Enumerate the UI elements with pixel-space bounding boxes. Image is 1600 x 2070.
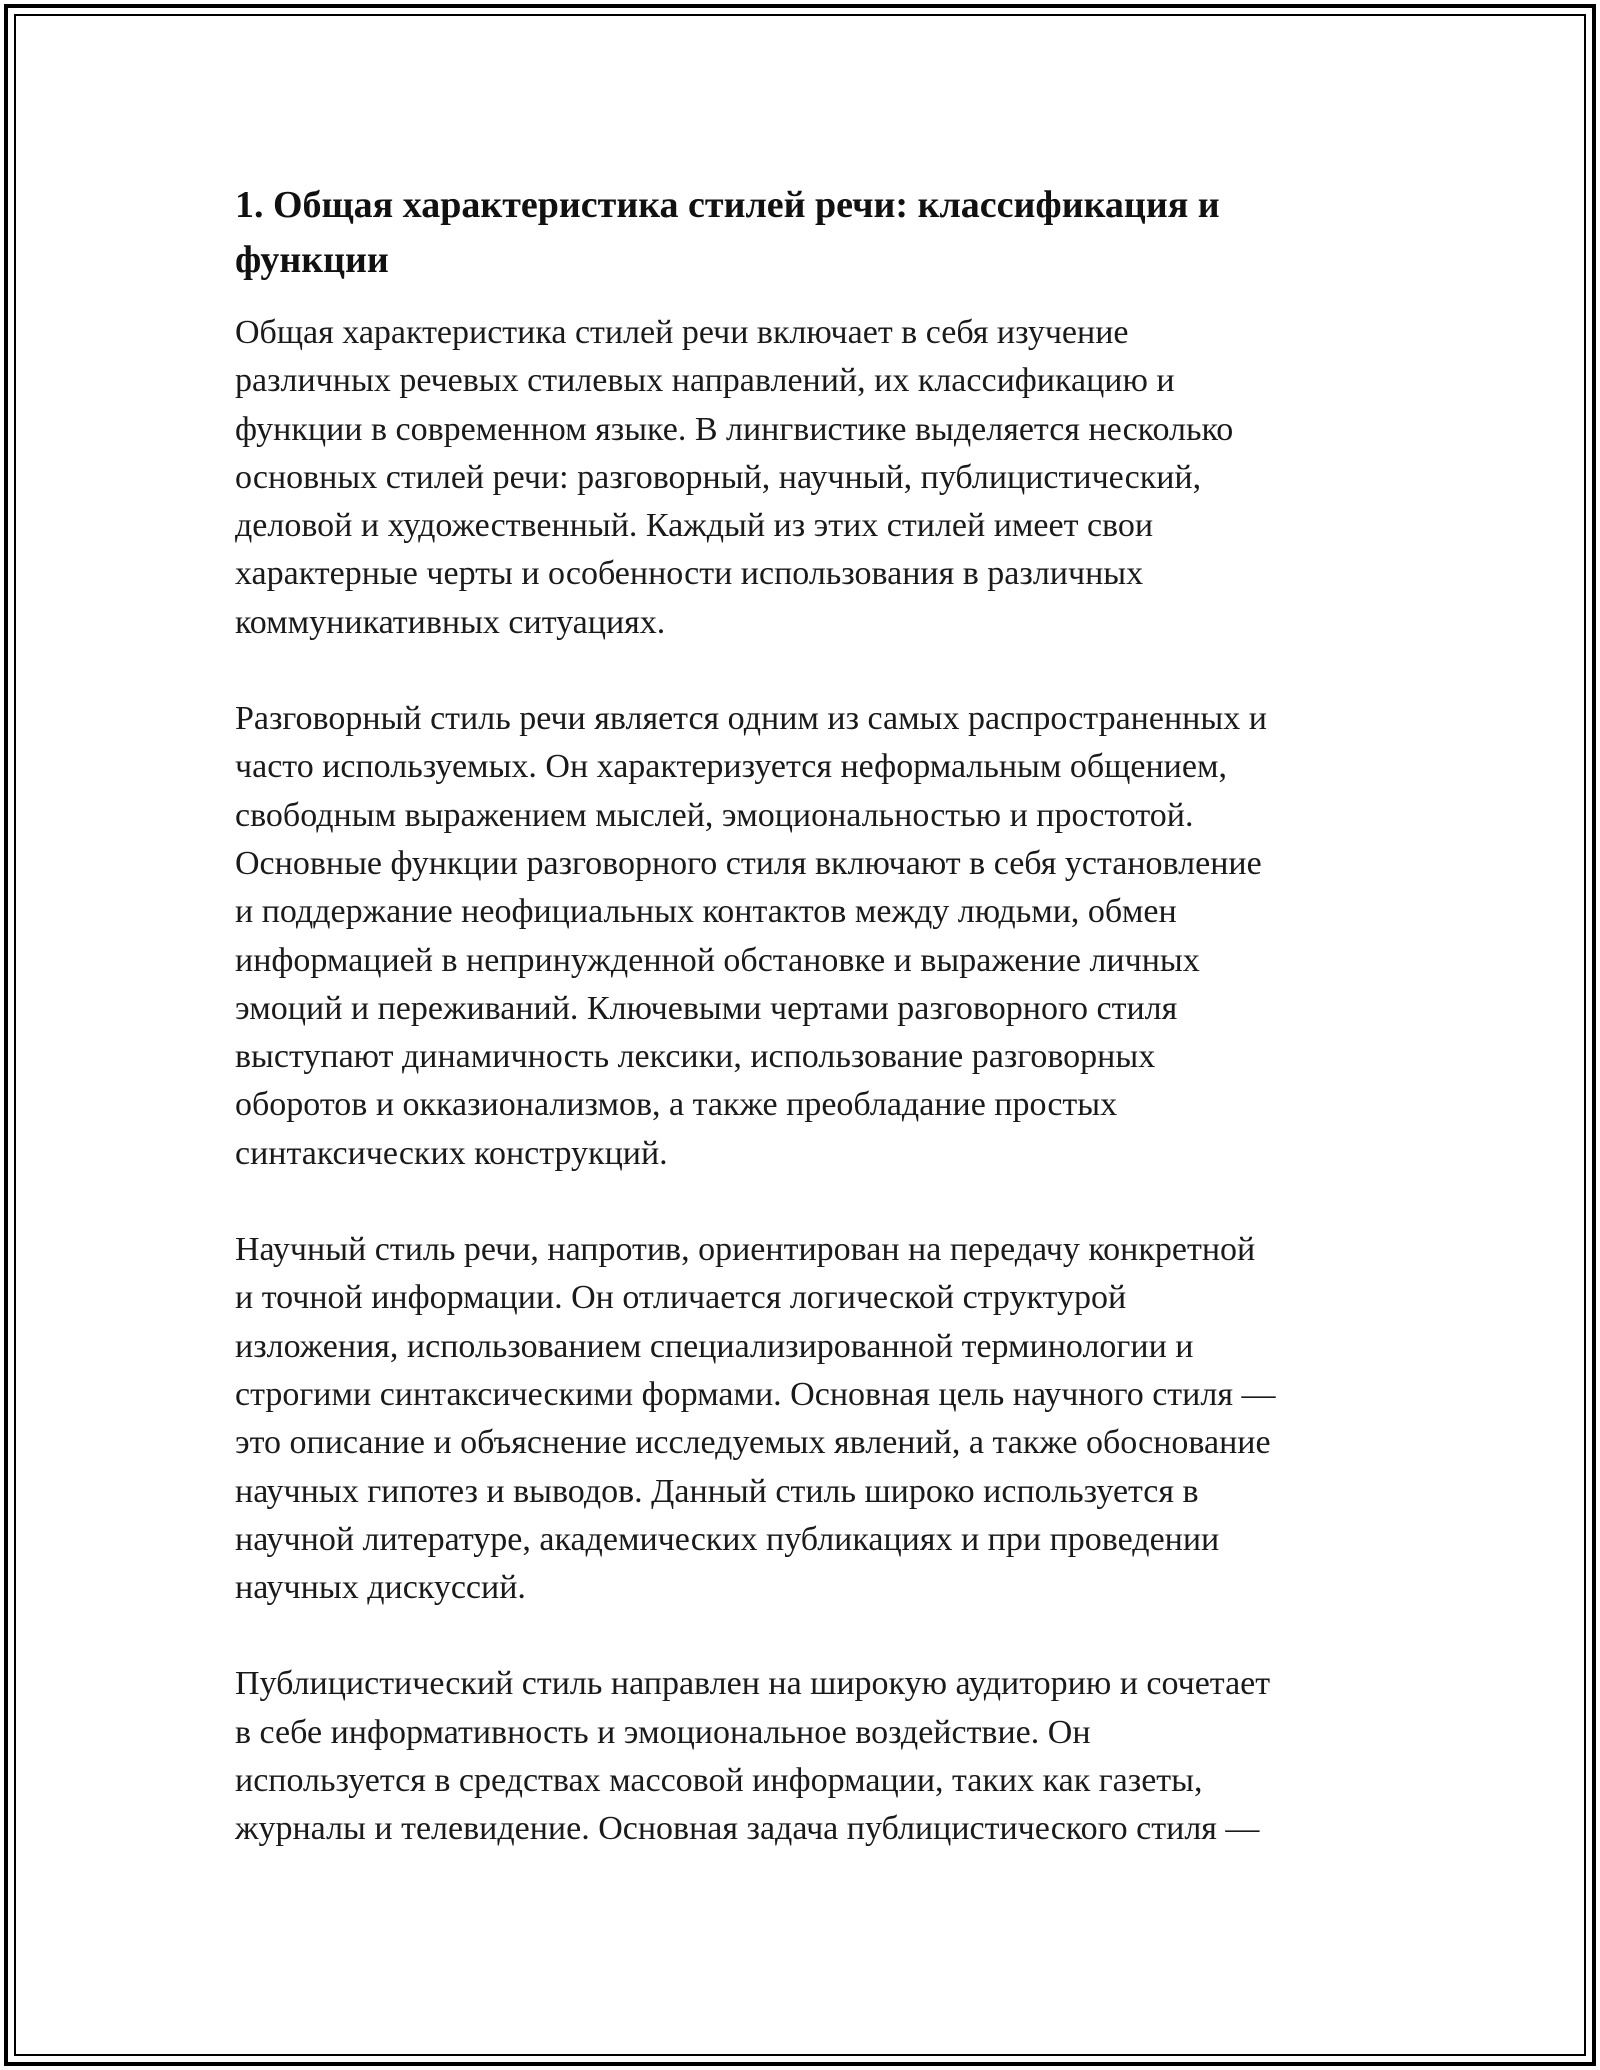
paragraph-general: [235, 309, 1365, 647]
document-body: [235, 178, 1365, 1854]
text-line: журналы и телевидение. Основная задача публицистического стиля —: [235, 1810, 1260, 1848]
text-line: Публицистический стиль направлен на широкую аудиторию и сочетает: [235, 1665, 1271, 1703]
text-line: характерные черты и особенности использования в различных: [235, 555, 1144, 593]
text-line: эмоций и переживаний. Ключевыми чертами разговорного стиля: [235, 989, 1178, 1027]
text-line: основных стилей речи: разговорный, научный, публицистический,: [235, 458, 1202, 496]
text-line: и поддержание неофициальных контактов между людьми, обмен: [235, 893, 1177, 931]
spacer: [235, 288, 1365, 309]
text-line: функции в современном языке. В лингвистике выделяется несколько: [235, 410, 1234, 448]
text-line: свободным выражением мыслей, эмоциональностью и простотой.: [235, 796, 1194, 834]
text-line: Общая характеристика стилей речи включает в себя изучение: [235, 314, 1129, 351]
paragraph-publicistic: [235, 1660, 1365, 1853]
heading-line: 1. Общая характеристика стилей речи: классификация и: [235, 184, 1220, 226]
text-line: научной литературе, академических публикациях и при проведении: [235, 1520, 1220, 1558]
heading-line: функции: [235, 239, 389, 281]
text-line: информацией в непринужденной обстановке и выражение личных: [235, 941, 1200, 979]
text-line: и точной информации. Он отличается логической структурой: [235, 1279, 1127, 1317]
text-line: в себе информативность и эмоциональное воздействие. Он: [235, 1713, 1091, 1751]
text-line: изложения, использованием специализированной терминологии и: [235, 1327, 1194, 1365]
text-line: строгими синтаксическими формами. Основная цель научного стиля —: [235, 1375, 1276, 1413]
text-line: часто используемых. Он характеризуется неформальным общением,: [235, 748, 1227, 786]
text-line: деловой и художественный. Каждый из этих стилей имеет свои: [235, 507, 1154, 545]
text-line: Научный стиль речи, напротив, ориентирован на передачу конкретной: [235, 1231, 1256, 1269]
text-line: выступают динамичность лексики, использование разговорных: [235, 1038, 1156, 1076]
spacer: [235, 1178, 1365, 1226]
text-line: различных речевых стилевых направлений, их классификацию и: [235, 362, 1175, 400]
text-line: Основные функции разговорного стиля включают в себя установление: [235, 844, 1262, 882]
text-line: научных гипотез и выводов. Данный стиль широко используется в: [235, 1472, 1199, 1510]
text-line: Разговорный стиль речи является одним из самых распространенных и: [235, 700, 1267, 738]
paragraph-colloquial: [235, 695, 1365, 1178]
text-line: это описание и объяснение исследуемых явлений, а также обоснование: [235, 1424, 1271, 1462]
text-line: оборотов и окказионализмов, а также преобладание простых: [235, 1086, 1118, 1124]
text-line: синтаксических конструкций.: [235, 1134, 668, 1172]
text-line: научных дискуссий.: [235, 1569, 526, 1607]
text-line: используется в средствах массовой информации, таких как газеты,: [235, 1762, 1203, 1800]
section-heading: [235, 178, 1365, 288]
spacer: [235, 1612, 1365, 1660]
spacer: [235, 647, 1365, 695]
text-line: коммуникативных ситуациях.: [235, 603, 666, 641]
paragraph-scientific: [235, 1226, 1365, 1612]
